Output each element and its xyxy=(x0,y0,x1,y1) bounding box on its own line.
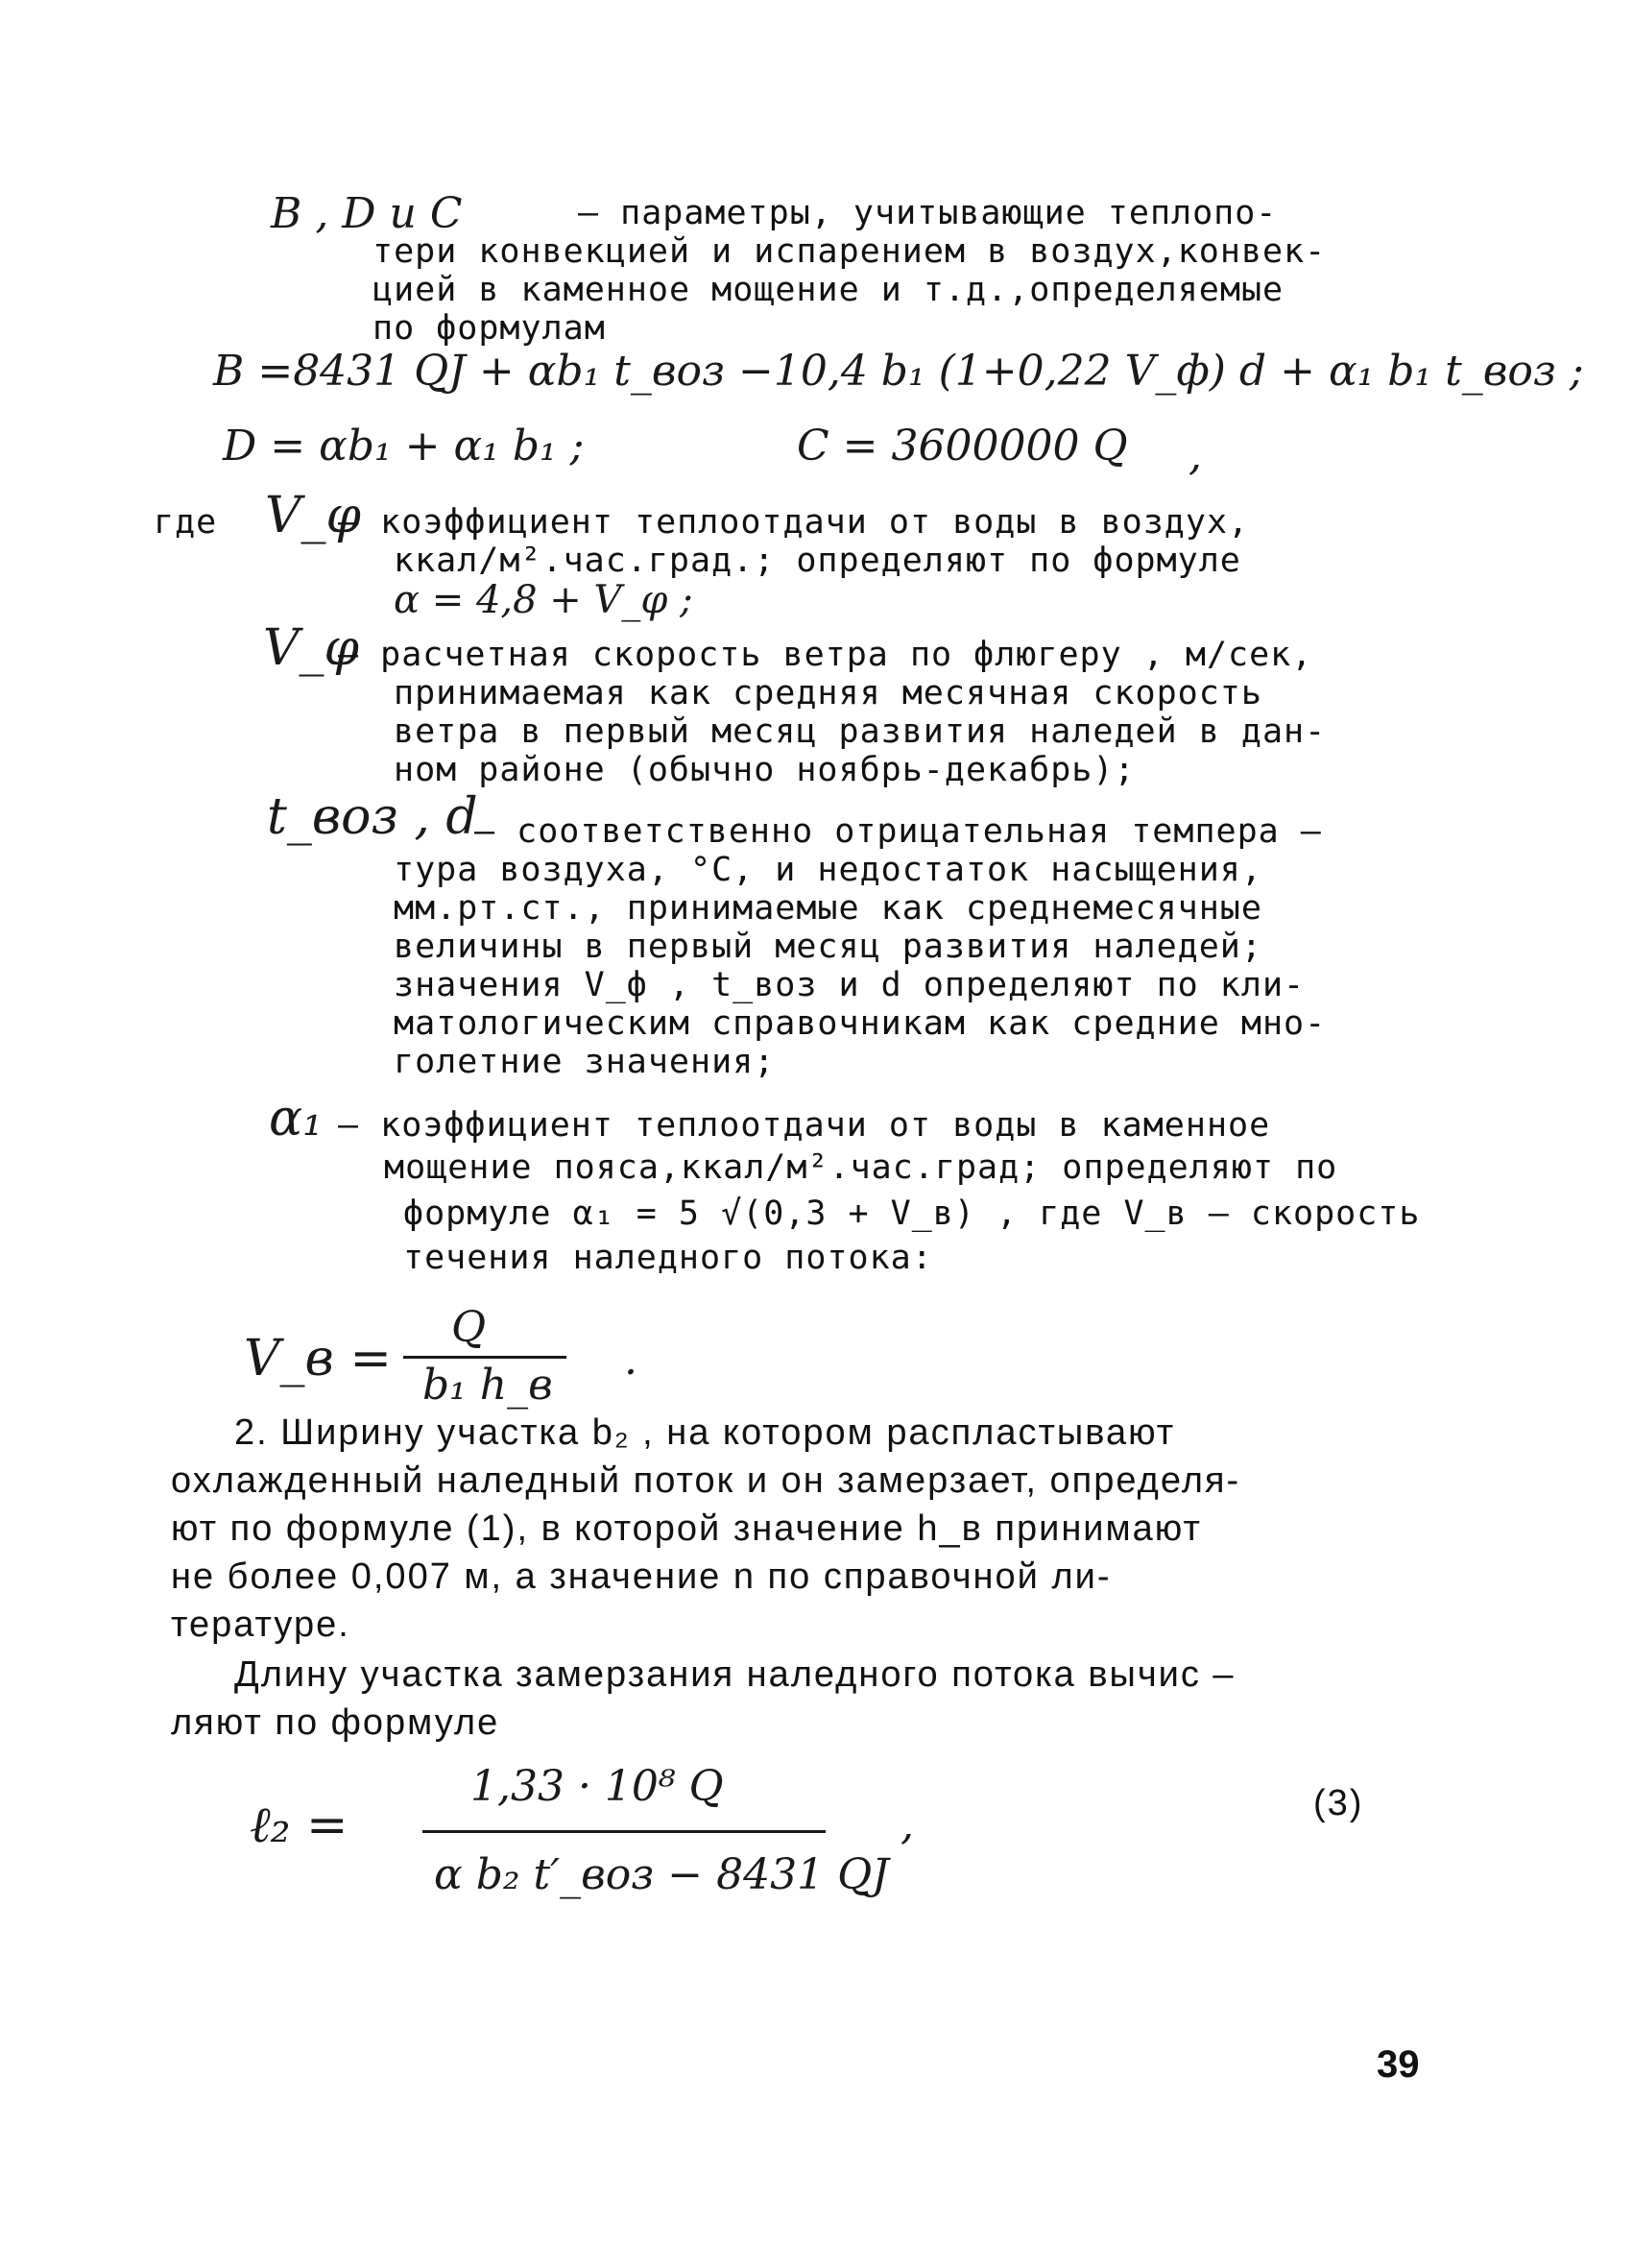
a1-line-3: формуле α₁ = 5 √(0,3 + V_в) , где V_в – скорость xyxy=(403,1194,1421,1233)
vb-lhs: V_в = xyxy=(244,1330,392,1387)
formula-d: D = αb₁ + α₁ b₁ ; xyxy=(223,422,585,470)
td-line-5: значения V_ф , t_воз и d определяют по кли- xyxy=(394,966,1306,1004)
vb-numerator: Q xyxy=(451,1303,487,1352)
vf-line-2: принимаемая как средняя месячная скорость xyxy=(394,674,1262,712)
intro-line-4: по формулам xyxy=(372,309,606,348)
para2-line-4: не более 0,007 м, а значение n по справочной ли- xyxy=(171,1556,1112,1597)
para2-line-3: ют по формуле (1), в которой значение h_в принимают xyxy=(171,1508,1202,1549)
alpha-symbol: V_φ xyxy=(265,487,361,544)
l2-lhs: ℓ₂ = xyxy=(250,1797,348,1854)
alpha-line-3: α = 4,8 + V_φ ; xyxy=(394,578,693,622)
formula-comma: , xyxy=(1189,431,1202,480)
a1-symbol: α₁ xyxy=(269,1090,323,1147)
td-line-3: мм.рт.ст., принимаемые как среднемесячные xyxy=(394,889,1262,928)
vf-line-1: – расчетная скорость ветра по флюгеру , м/сек, xyxy=(338,636,1313,674)
intro-line-3: цией в каменное мощение и т.д.,определяемые xyxy=(372,271,1285,309)
a1-line-1: – коэффициент теплоотдачи от воды в каменное xyxy=(338,1106,1271,1145)
intro-symbols: B , D и C xyxy=(271,189,463,238)
l2-numerator: 1,33 · 10⁸ Q xyxy=(470,1762,724,1811)
para2-line-5: тературе. xyxy=(171,1604,350,1645)
formula-b: B =8431 QJ + αb₁ t_воз −10,4 b₁ (1+0,22 V_ф) d + α₁ b₁ t_воз ; xyxy=(213,347,1584,396)
vb-fraction-bar xyxy=(403,1356,566,1359)
vb-dot: . xyxy=(624,1336,637,1385)
vb-denominator: b₁ h_в xyxy=(422,1361,553,1410)
para2-line-2: охлажденный наледный поток и он замерзает, определя- xyxy=(171,1460,1241,1501)
td-line-7: голетние значения; xyxy=(394,1043,776,1081)
td-line-6: матологическим справочникам как средние мно- xyxy=(394,1004,1327,1043)
equation-number: (3) xyxy=(1313,1783,1364,1823)
alpha-line-1: – коэффициент теплоотдачи от воды в воздух, xyxy=(338,503,1250,542)
td-line-2: тура воздуха, °C, и недостаток насыщения, xyxy=(394,851,1262,889)
a1-line-4: течения наледного потока: xyxy=(403,1239,933,1277)
gde-word: где xyxy=(154,503,218,542)
l2-fraction-bar xyxy=(422,1830,826,1833)
vf-line-4: ном районе (обычно ноябрь-декабрь); xyxy=(394,751,1136,789)
l2-comma: , xyxy=(901,1800,914,1849)
para3-line-2: ляют по формуле xyxy=(171,1702,500,1743)
td-line-1: – соответственно отрицательная темпера – xyxy=(474,812,1322,851)
para2-line-1: 2. Ширину участка b₂ , на котором распластывают xyxy=(234,1412,1176,1453)
td-line-4: величины в первый месяц развития наледей; xyxy=(394,928,1262,966)
intro-line-2: тери конвекцией и испарением в воздух,конвек- xyxy=(372,232,1327,271)
vf-line-3: ветра в первый месяц развития наледей в дан- xyxy=(394,712,1327,751)
vf-symbol: V_φ xyxy=(263,619,359,677)
page-number: 39 xyxy=(1377,2043,1420,2086)
para3-line-1: Длину участка замерзания наледного потока вычис – xyxy=(234,1654,1236,1695)
l2-denominator: α b₂ t′_воз − 8431 QJ xyxy=(434,1850,889,1899)
intro-line-1: – параметры, учитывающие теплопо- xyxy=(578,194,1278,232)
formula-c: C = 3600000 Q xyxy=(797,422,1128,470)
a1-line-2: мощение пояса,ккал/м².час.град; определяют по xyxy=(384,1148,1338,1187)
alpha-line-2: ккал/м².час.град.; определяют по формуле xyxy=(394,542,1241,580)
td-symbol: t_воз , d xyxy=(267,788,478,846)
